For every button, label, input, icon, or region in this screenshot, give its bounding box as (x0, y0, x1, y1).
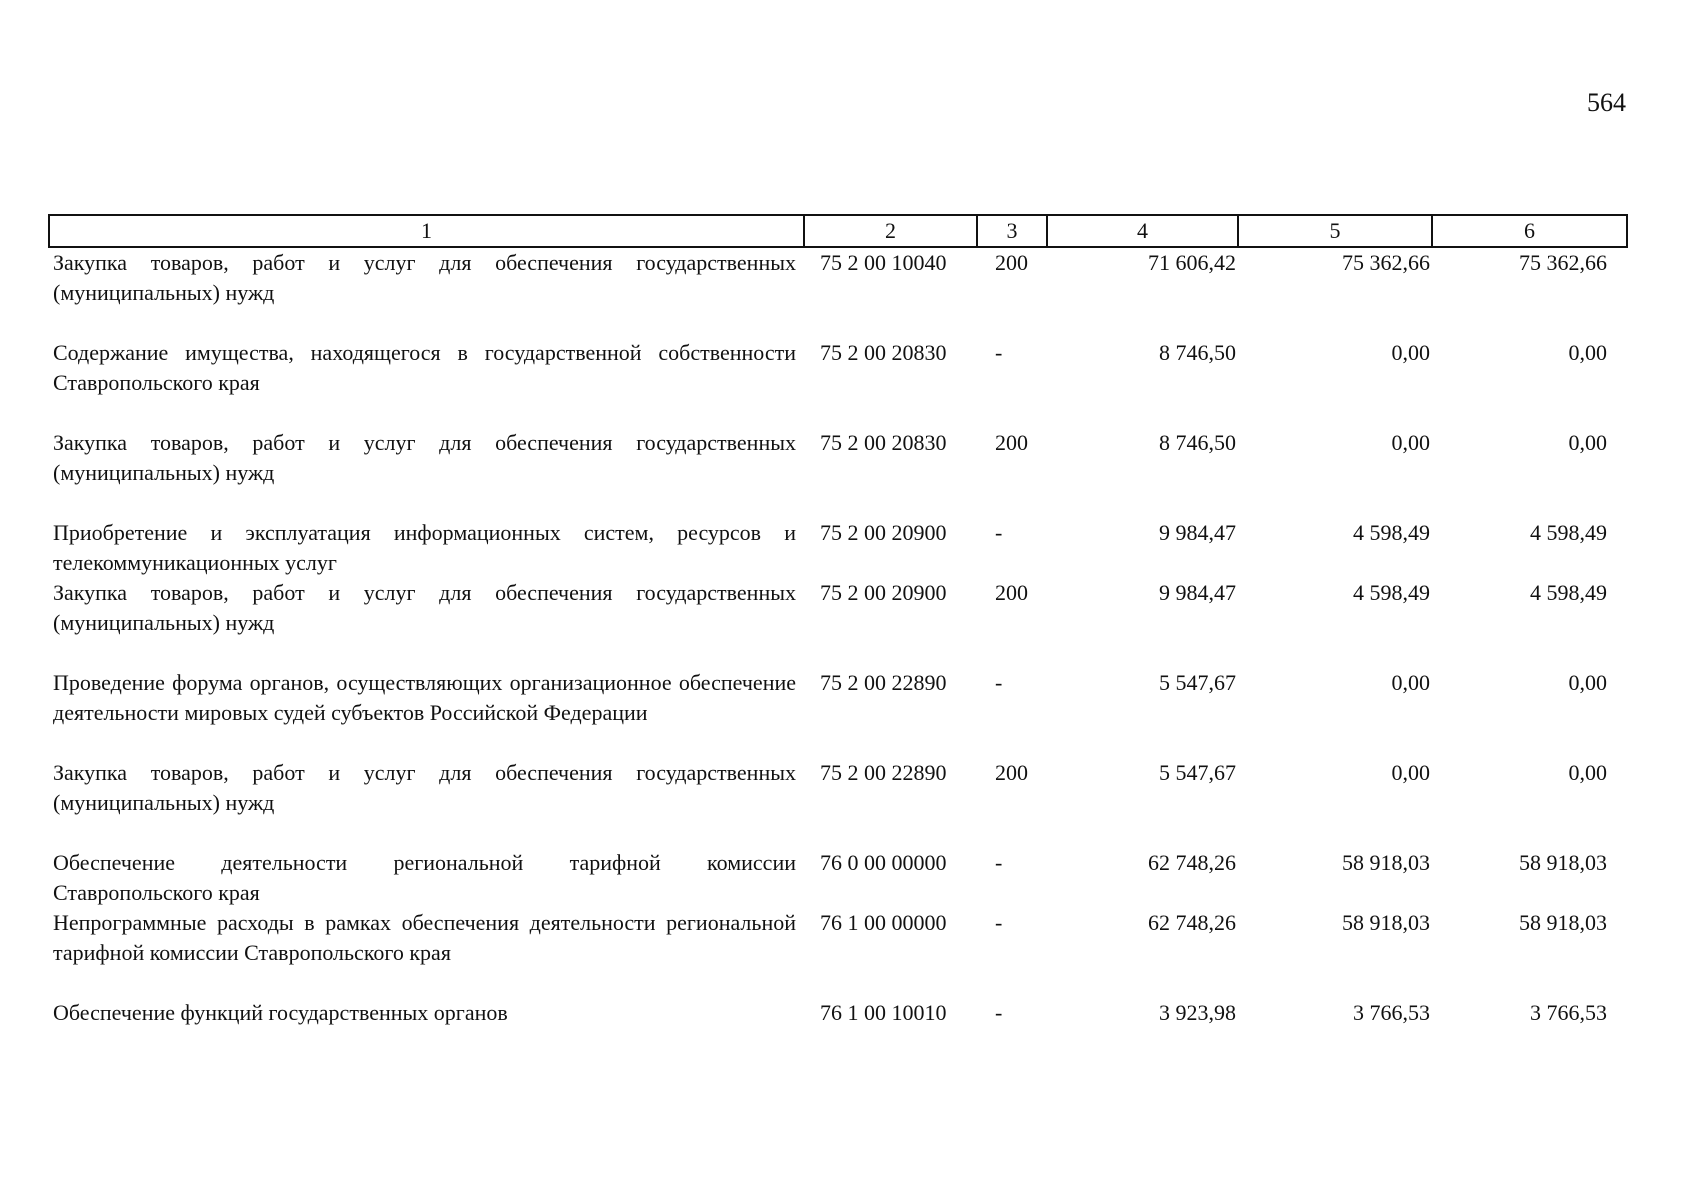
header-col-2: 2 (804, 215, 977, 247)
row-code: 76 0 00 00000 (820, 850, 947, 875)
row-value-6: 75 362,66 (1519, 250, 1607, 275)
table-row (49, 578, 1627, 668)
row-name: Проведение форума органов, осуществляющих организационное обеспечение деятельности мировых судей субъектов Российской Федерации (53, 670, 796, 725)
row-value-4: 9 984,47 (1159, 580, 1236, 605)
row-code: 75 2 00 10040 (820, 250, 947, 275)
row-code: 75 2 00 20900 (820, 580, 947, 605)
header-col-3: 3 (977, 215, 1047, 247)
row-value-5: 75 362,66 (1342, 250, 1430, 275)
row-value-5: 4 598,49 (1353, 580, 1430, 605)
table-body (49, 247, 1627, 1058)
row-value-6: 0,00 (1568, 430, 1607, 455)
row-expense-type: 200 (995, 430, 1028, 455)
row-value-6: 0,00 (1568, 340, 1607, 365)
row-value-4: 3 923,98 (1159, 1000, 1236, 1025)
row-name: Содержание имущества, находящегося в государственной собственности Ставропольского края (53, 340, 796, 395)
row-value-5: 3 766,53 (1353, 1000, 1430, 1025)
table-row (49, 908, 1627, 998)
row-value-6: 0,00 (1568, 670, 1607, 695)
row-value-4: 9 984,47 (1159, 520, 1236, 545)
row-name: Закупка товаров, работ и услуг для обеспечения государственных (муниципальных) нужд (53, 580, 796, 635)
row-expense-type: - (995, 340, 1003, 365)
page-number: 564 (1587, 88, 1626, 117)
row-value-5: 58 918,03 (1342, 910, 1430, 935)
row-expense-type: - (995, 910, 1003, 935)
row-name: Закупка товаров, работ и услуг для обеспечения государственных (муниципальных) нужд (53, 250, 796, 305)
row-value-5: 58 918,03 (1342, 850, 1430, 875)
table-row (49, 668, 1627, 758)
row-expense-type: 200 (995, 580, 1028, 605)
header-col-1: 1 (49, 215, 804, 247)
table-header (49, 215, 1627, 247)
header-col-6: 6 (1432, 215, 1627, 247)
row-code: 75 2 00 20900 (820, 520, 947, 545)
row-name: Закупка товаров, работ и услуг для обеспечения государственных (муниципальных) нужд (53, 760, 796, 815)
row-value-6: 4 598,49 (1530, 520, 1607, 545)
row-value-4: 62 748,26 (1148, 910, 1236, 935)
row-value-4: 5 547,67 (1159, 670, 1236, 695)
row-value-4: 62 748,26 (1148, 850, 1236, 875)
row-value-4: 8 746,50 (1159, 340, 1236, 365)
row-value-6: 58 918,03 (1519, 910, 1607, 935)
row-name: Закупка товаров, работ и услуг для обеспечения государственных (муниципальных) нужд (53, 430, 796, 485)
row-name: Обеспечение функций государственных органов (53, 1000, 508, 1025)
row-value-5: 0,00 (1391, 340, 1430, 365)
row-code: 76 1 00 10010 (820, 1000, 947, 1025)
row-name: Непрограммные расходы в рамках обеспечения деятельности региональной тарифной комиссии Ставропольского края (53, 910, 796, 965)
table-row (49, 247, 1627, 338)
row-expense-type: - (995, 1000, 1003, 1025)
row-value-6: 4 598,49 (1530, 580, 1607, 605)
row-value-6: 58 918,03 (1519, 850, 1607, 875)
row-value-4: 5 547,67 (1159, 760, 1236, 785)
table-row (49, 338, 1627, 428)
table-row (49, 518, 1627, 578)
row-expense-type: - (995, 520, 1003, 545)
header-col-4: 4 (1047, 215, 1238, 247)
table-row (49, 758, 1627, 848)
table-row (49, 428, 1627, 518)
row-code: 75 2 00 22890 (820, 760, 947, 785)
row-name: Обеспечение деятельности региональной тарифной комиссии Ставропольского края (53, 850, 796, 905)
row-value-6: 0,00 (1568, 760, 1607, 785)
header-col-5: 5 (1238, 215, 1432, 247)
row-code: 75 2 00 20830 (820, 430, 947, 455)
table-row (49, 848, 1627, 908)
row-expense-type: - (995, 850, 1003, 875)
row-value-5: 0,00 (1391, 670, 1430, 695)
budget-table (48, 214, 1628, 1058)
row-value-4: 8 746,50 (1159, 430, 1236, 455)
row-code: 75 2 00 22890 (820, 670, 947, 695)
row-value-4: 71 606,42 (1148, 250, 1236, 275)
row-value-6: 3 766,53 (1530, 1000, 1607, 1025)
header-row (49, 215, 1627, 247)
row-expense-type: 200 (995, 760, 1028, 785)
row-name: Приобретение и эксплуатация информационных систем, ресурсов и телекоммуникационных услуг (53, 520, 796, 575)
row-value-5: 0,00 (1391, 430, 1430, 455)
row-expense-type: 200 (995, 250, 1028, 275)
table-row (49, 998, 1627, 1058)
row-code: 75 2 00 20830 (820, 340, 947, 365)
row-value-5: 4 598,49 (1353, 520, 1430, 545)
row-code: 76 1 00 00000 (820, 910, 947, 935)
row-expense-type: - (995, 670, 1003, 695)
row-value-5: 0,00 (1391, 760, 1430, 785)
